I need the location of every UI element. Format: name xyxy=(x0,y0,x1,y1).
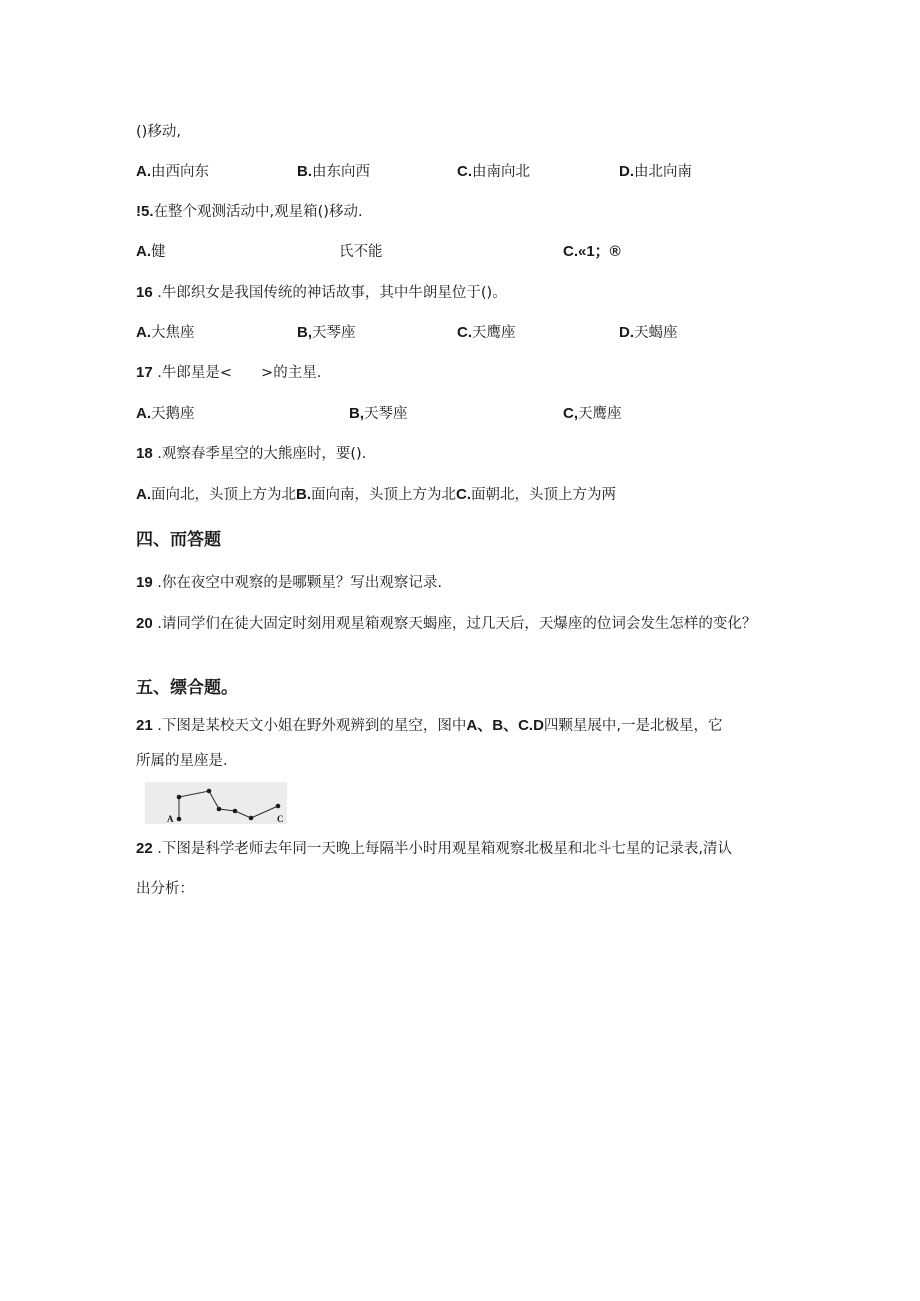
q17-option-b: B,天琴座 xyxy=(349,405,408,422)
q15-option-b: 氏不能 xyxy=(339,244,383,260)
q16-option-c: C.天鹰座 xyxy=(457,324,516,341)
q15-option-c: C.«1；® xyxy=(563,243,621,260)
q14-option-a: A.由西向东 xyxy=(136,163,209,180)
star xyxy=(233,809,238,814)
star xyxy=(177,795,182,800)
section-5-heading: 五、缥合题。 xyxy=(136,678,238,698)
q21-stem: 21 .下图是某校天文小姐在野外观辨到的星空，图中A、B、C.D四颗星展中,一是北极星，它 xyxy=(136,717,723,734)
q18-options xyxy=(136,485,616,505)
q17-stem: 17 .牛郎星是< >的主星. xyxy=(136,364,322,381)
constellation-figure xyxy=(145,782,287,824)
q18-stem: 18 .观察春季星空的大熊座时，要(). xyxy=(136,445,367,462)
star xyxy=(217,807,222,812)
q20-stem: 20 .请同学们在徒大固定时刻用观星箱观察天蝎座，过几天后，天爆座的位词会发生怎样的变化？ xyxy=(136,615,757,632)
q21-stem-line2: 所属的星座是. xyxy=(136,753,228,769)
star xyxy=(276,804,281,809)
q16-option-d: D.天蝎座 xyxy=(619,324,678,341)
q14-option-c: C.由南向北 xyxy=(457,163,530,180)
label-a: A xyxy=(167,814,174,824)
q22-stem-line2: 出分析： xyxy=(136,881,194,897)
q16-stem: 16 .牛郎织女是我国传统的神话故事，其中牛朗星位于()。 xyxy=(136,284,507,301)
star-a xyxy=(177,817,182,822)
q17-option-c: C,天鹰座 xyxy=(563,405,622,422)
section-4-heading: 四、而答题 xyxy=(136,530,221,550)
label-c: C xyxy=(277,814,284,824)
q15-option-a: A.健 xyxy=(136,243,166,260)
star xyxy=(207,789,212,794)
q22-stem: 22 .下图是科学老师去年同一天晚上每隔半小时用观星箱观察北极星和北斗七星的记录表,清认 xyxy=(136,840,733,857)
q14-stem-tail: ()移动, xyxy=(136,124,181,140)
q18-option-a: A.面向北，头顶上方为北 xyxy=(136,486,296,503)
q17-option-a: A.天鹅座 xyxy=(136,405,195,422)
q14-option-b: B.由东向西 xyxy=(297,163,370,180)
q14-option-d: D.由北向南 xyxy=(619,163,692,180)
q18-option-c: C.面朝北，头顶上方为两 xyxy=(456,486,616,503)
q18-option-b: B.面向南，头顶上方为北 xyxy=(296,486,456,503)
q16-option-b: B,天琴座 xyxy=(297,324,356,341)
star-c xyxy=(249,816,254,821)
q15-stem: !5.在整个观测活动中,观星箱()移动. xyxy=(136,203,363,220)
q19-stem: 19 .你在夜空中观察的是哪颗星？写出观察记录. xyxy=(136,574,443,591)
q16-option-a: A.大焦座 xyxy=(136,324,195,341)
